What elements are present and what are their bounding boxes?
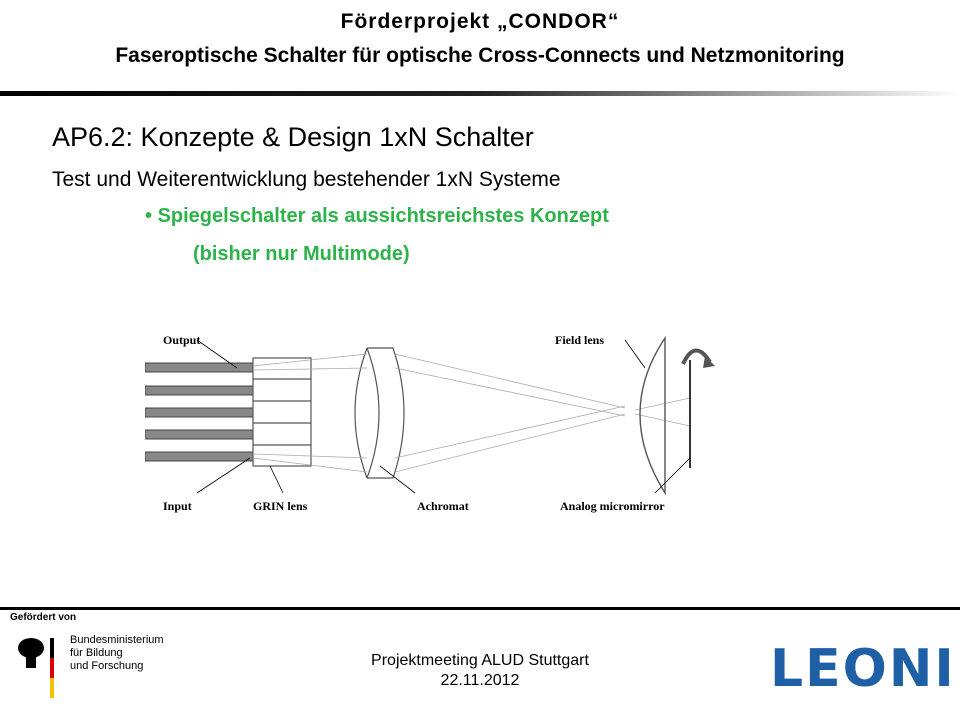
bullet-item <box>145 205 609 228</box>
label-achromat: Achromat <box>417 499 469 513</box>
label-input: Input <box>163 499 192 513</box>
label-field-lens: Field lens <box>555 333 605 347</box>
header-divider <box>0 91 960 96</box>
fiber-array <box>145 363 253 461</box>
funded-by-label: Gefördert von <box>10 612 77 623</box>
bullet-dot: • <box>145 205 158 227</box>
eagle-icon <box>18 638 44 668</box>
leoni-logo: LEONI <box>770 639 956 699</box>
bullet-text: Spiegelschalter als aussichtsreichstes Konzept <box>157 205 609 227</box>
switch-diagram <box>145 318 745 518</box>
ministry-name: Bundesministerium für Bildung und Forschung <box>70 634 164 672</box>
bullet-continuation: (bisher nur Multimode) <box>193 243 410 265</box>
meeting-name: Projektmeeting ALUD Stuttgart <box>371 652 589 669</box>
achromat-lens <box>355 348 404 478</box>
grin-lens <box>253 358 311 466</box>
footer-meeting <box>300 651 660 691</box>
label-grin: GRIN lens <box>253 499 308 513</box>
project-subtitle: Faseroptische Schalter für optische Cross-Connects und Netzmonitoring <box>115 44 845 67</box>
label-output: Output <box>163 333 201 347</box>
meeting-date: 22.11.2012 <box>440 672 520 689</box>
slide-subtitle: Test und Weiterentwicklung bestehender 1xN Systeme <box>52 168 561 191</box>
footer-divider <box>0 607 960 610</box>
label-mirror: Analog micromirror <box>560 499 665 513</box>
slide-title: AP6.2: Konzepte & Design 1xN Schalter <box>52 122 534 152</box>
project-title: Förderprojekt „CONDOR“ <box>340 10 620 33</box>
light-rays <box>253 354 690 472</box>
